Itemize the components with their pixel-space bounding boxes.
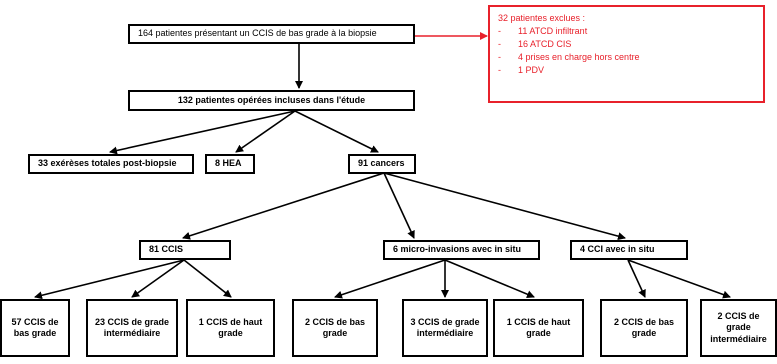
arrow-microinv-to-bas xyxy=(335,260,445,297)
box-ccis-haut-grade: 1 CCIS de haut grade xyxy=(186,299,275,357)
exclusion-item-label: 11 ATCD infiltrant xyxy=(518,26,588,37)
exclusion-dash: - xyxy=(498,26,501,37)
exclusion-box xyxy=(488,5,765,103)
box-ccis-grade-intermediaire: 23 CCIS de grade intermédiaire xyxy=(86,299,178,357)
exclusion-item xyxy=(498,38,755,51)
arrow-ccis-to-bas xyxy=(35,260,184,297)
box-hea: 8 HEA xyxy=(205,154,255,174)
exclusion-dash: - xyxy=(498,65,501,76)
arrow-cancers-to-microinv xyxy=(384,173,414,238)
box-cci-bas-grade: 2 CCIS de bas grade xyxy=(600,299,688,357)
box-mi-grade-intermediaire: 3 CCIS de grade intermédiaire xyxy=(402,299,488,357)
arrow-cancers-to-cci xyxy=(384,173,625,238)
arrow-cancers-to-ccis xyxy=(183,173,384,238)
exclusion-item xyxy=(498,25,755,38)
box-ccis: 81 CCIS xyxy=(139,240,231,260)
exclusion-title: 32 patientes exclues : xyxy=(498,13,586,23)
arrow-microinv-to-haut xyxy=(445,260,534,297)
box-exereses-totales: 33 exérèses totales post-biopsie xyxy=(28,154,194,174)
exclusion-dash: - xyxy=(498,52,501,63)
arrow-included-to-cancers xyxy=(295,111,378,152)
exclusion-list xyxy=(498,25,755,77)
box-mi-haut-grade: 1 CCIS de haut grade xyxy=(493,299,584,357)
box-micro-invasions: 6 micro-invasions avec in situ xyxy=(383,240,540,260)
arrow-ccis-to-inter xyxy=(132,260,184,297)
box-cci: 4 CCI avec in situ xyxy=(570,240,688,260)
box-included: 132 patientes opérées incluses dans l'étude xyxy=(128,90,415,111)
exclusion-item-label: 16 ATCD CIS xyxy=(518,39,572,50)
arrow-included-to-totales xyxy=(110,111,295,152)
box-biopsy: 164 patientes présentant un CCIS de bas grade à la biopsie xyxy=(128,24,415,44)
exclusion-dash: - xyxy=(498,39,501,50)
arrow-ccis-to-haut xyxy=(184,260,231,297)
box-mi-bas-grade: 2 CCIS de bas grade xyxy=(292,299,378,357)
exclusion-item xyxy=(498,64,755,77)
box-cancers: 91 cancers xyxy=(348,154,416,174)
box-ccis-bas-grade: 57 CCIS de bas grade xyxy=(0,299,70,357)
exclusion-item xyxy=(498,51,755,64)
exclusion-item-label: 4 prises en charge hors centre xyxy=(518,52,640,63)
exclusion-item-label: 1 PDV xyxy=(518,65,545,76)
box-cci-grade-intermediaire: 2 CCIS de grade intermédiaire xyxy=(700,299,777,357)
